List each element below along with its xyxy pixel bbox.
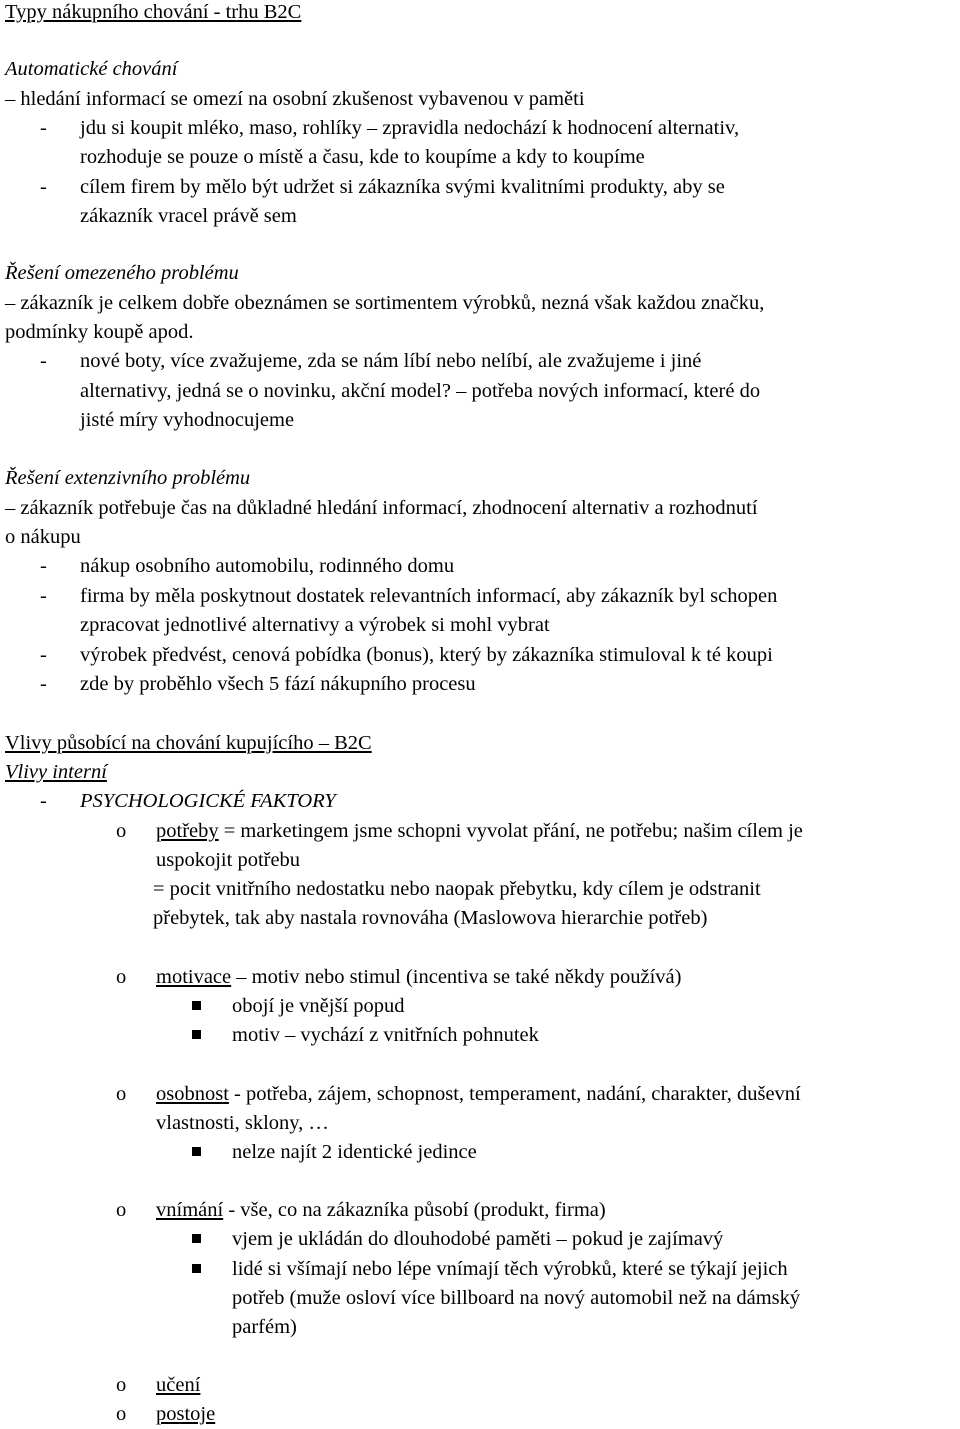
section-heading-limited: Řešení omezeného problému bbox=[5, 262, 239, 284]
extensive-bullet-2-line-2: zpracovat jednotlivé alternativy a výrobek si mohl vybrat bbox=[80, 614, 550, 636]
attitudes-term: postoje bbox=[156, 1403, 216, 1425]
perception-def: - vše, co na zákazníka působí (produkt, firma) bbox=[223, 1199, 606, 1221]
automatic-bullet-2-line-2: zákazník vracel právě sem bbox=[80, 205, 297, 227]
factor-psychological: PSYCHOLOGICKÉ FAKTORY bbox=[80, 790, 336, 812]
bullet-circle: o bbox=[116, 966, 127, 988]
subheading-internal: Vlivy interní bbox=[5, 761, 107, 783]
section-heading-influences: Vlivy působící na chování kupujícího – B2C bbox=[5, 732, 372, 754]
learning-term: učení bbox=[156, 1374, 201, 1396]
bullet-dash: - bbox=[40, 555, 47, 577]
section-heading-automatic: Automatické chování bbox=[5, 58, 178, 80]
limited-bullet-1-line-2 bbox=[80, 377, 760, 406]
motivation-term: motivace bbox=[156, 966, 232, 988]
page-title: Typy nákupního chování - trhu B2C bbox=[5, 1, 302, 23]
bullet-circle: o bbox=[116, 1199, 127, 1221]
perception-sub-2-line-3: parfém) bbox=[232, 1316, 297, 1338]
bullet-dash: - bbox=[40, 585, 47, 607]
extensive-bullet-4: zde by proběhlo všech 5 fází nákupního procesu bbox=[80, 673, 476, 695]
personality-line-2: vlastnosti, sklony, … bbox=[156, 1112, 329, 1134]
automatic-bullet-1-line-2: rozhoduje se pouze o místě a času, kde to koupíme a kdy to koupíme bbox=[80, 146, 645, 168]
bullet-circle: o bbox=[116, 820, 127, 842]
perception-sub-2-line-1: lidé si všímají nebo lépe vnímají těch výrobků, které se týkají jejich bbox=[232, 1258, 788, 1280]
motivation-def: – motiv nebo stimul (incentiva se také někdy používá) bbox=[231, 966, 682, 988]
limited-bullet-1-line-2a: alternativy, jedná se o novinku, akční model? bbox=[80, 380, 451, 402]
personality-sub-1: nelze najít 2 identické jedince bbox=[232, 1141, 477, 1163]
perception-term: vnímání bbox=[156, 1199, 224, 1221]
bullet-circle: o bbox=[116, 1403, 127, 1425]
limited-bullet-1-line-3: jisté míry vyhodnocujeme bbox=[80, 409, 295, 431]
needs-line-4: přebytek, tak aby nastala rovnováha (Maslowova hierarchie potřeb) bbox=[153, 907, 708, 929]
section-heading-extensive: Řešení extenzivního problému bbox=[5, 467, 251, 489]
motivation-line-1 bbox=[156, 963, 681, 992]
bullet-dash: - bbox=[40, 176, 47, 198]
bullet-dash: - bbox=[40, 350, 47, 372]
motivation-sub-1: obojí je vnější popud bbox=[232, 995, 405, 1017]
extensive-intro-line-2: o nákupu bbox=[5, 526, 81, 548]
extensive-bullet-3: výrobek předvést, cenová pobídka (bonus), který by zákazníka stimuloval k té koupi bbox=[80, 644, 773, 666]
bullet-dash: - bbox=[40, 673, 47, 695]
automatic-bullet-2-line-1: cílem firem by mělo být udržet si zákazníka svými kvalitními produkty, aby se bbox=[80, 176, 725, 198]
square-bullet-icon bbox=[192, 1021, 201, 1050]
bullet-dash: - bbox=[40, 644, 47, 666]
square-bullet-icon bbox=[192, 1255, 201, 1284]
square-bullet-icon bbox=[192, 992, 201, 1021]
personality-def: - potřeba, zájem, schopnost, temperament, nadání, charakter, duševní bbox=[228, 1083, 801, 1105]
perception-sub-2-line-2: potřeb (muže osloví více billboard na nový automobil než na dámský bbox=[232, 1287, 801, 1309]
limited-bullet-1-line-2b: – potřeba nových informací, které do bbox=[450, 380, 761, 402]
automatic-bullet-1-line-1: jdu si koupit mléko, maso, rohlíky – zpravidla nedochází k hodnocení alternativ, bbox=[80, 117, 740, 139]
bullet-circle: o bbox=[116, 1083, 127, 1105]
bullet-dash: - bbox=[40, 117, 47, 139]
bullet-dash: - bbox=[40, 790, 47, 812]
needs-line-3: = pocit vnitřního nedostatku nebo naopak přebytku, kdy cílem je odstranit bbox=[153, 878, 761, 900]
personality-term: osobnost bbox=[156, 1083, 229, 1105]
extensive-bullet-2-line-1: firma by měla poskytnout dostatek relevantních informací, aby zákazník byl schopen bbox=[80, 585, 778, 607]
needs-line-2: uspokojit potřebu bbox=[156, 849, 301, 871]
motivation-sub-2: motiv – vychází z vnitřních pohnutek bbox=[232, 1024, 539, 1046]
limited-bullet-1-line-1: nové boty, více zvažujeme, zda se nám líbí nebo nelíbí, ale zvažujeme i jiné bbox=[80, 350, 702, 372]
square-bullet-icon bbox=[192, 1225, 201, 1254]
limited-intro-line-2: podmínky koupě apod. bbox=[5, 321, 194, 343]
square-bullet-icon bbox=[192, 1138, 201, 1167]
bullet-circle: o bbox=[116, 1374, 127, 1396]
needs-line-1 bbox=[156, 817, 803, 846]
personality-line-1 bbox=[156, 1080, 801, 1109]
limited-intro-line-1: – zákazník je celkem dobře obeznámen se sortimentem výrobků, nezná však každou značku, bbox=[5, 292, 765, 314]
extensive-intro-line-1: – zákazník potřebuje čas na důkladné hledání informací, zhodnocení alternativ a rozhodnutí bbox=[5, 497, 758, 519]
perception-line-1 bbox=[156, 1196, 606, 1225]
needs-term: potřeby bbox=[156, 820, 219, 842]
extensive-bullet-1: nákup osobního automobilu, rodinného domu bbox=[80, 555, 455, 577]
needs-def: = marketingem jsme schopni vyvolat přání, ne potřebu; našim cílem je bbox=[218, 820, 803, 842]
automatic-intro: – hledání informací se omezí na osobní zkušenost vybavenou v paměti bbox=[5, 88, 585, 110]
perception-sub-1: vjem je ukládán do dlouhodobé paměti – pokud je zajímavý bbox=[232, 1228, 724, 1250]
